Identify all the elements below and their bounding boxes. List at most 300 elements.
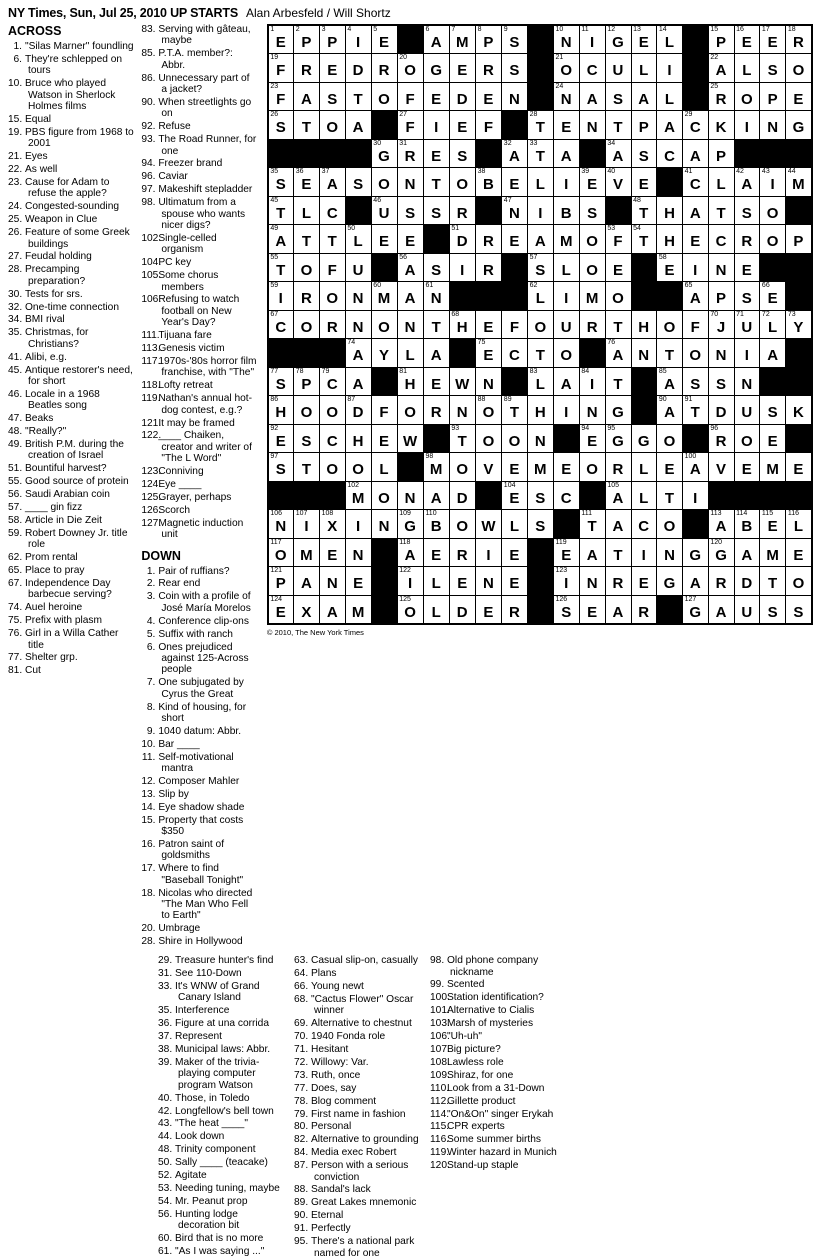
grid-cell[interactable] [708, 538, 734, 567]
grid-cell[interactable] [476, 111, 502, 140]
grid-cell[interactable] [708, 339, 734, 368]
grid-cell[interactable] [423, 567, 449, 596]
clue-item[interactable]: 112.Gillette product [430, 1095, 516, 1107]
clue-item[interactable]: 119.Nathan's annual hot-dog contest, e.g.? [141, 393, 253, 416]
grid-cell[interactable] [553, 538, 579, 567]
grid-cell[interactable] [760, 82, 786, 111]
grid-cell[interactable] [528, 168, 554, 197]
clue-item[interactable]: 8. Kind of housing, for short [141, 702, 257, 725]
grid-cell[interactable] [734, 510, 760, 539]
grid-cell[interactable] [502, 82, 528, 111]
clue-item[interactable]: 16. Patron saint of goldsmiths [141, 839, 225, 862]
grid-cell[interactable] [708, 139, 734, 168]
clue-item[interactable]: 114."On&On" singer Erykah [430, 1108, 554, 1120]
grid-cell[interactable] [397, 595, 423, 624]
clue-item[interactable]: 50. Sally ____ (teacake) [158, 1157, 268, 1169]
grid-cell[interactable] [449, 367, 475, 396]
clue-item[interactable]: 116.Some summer births [430, 1134, 541, 1146]
grid-cell[interactable] [345, 54, 371, 83]
grid-cell[interactable] [734, 82, 760, 111]
clue-item[interactable]: 24. Congested-sounding [8, 201, 120, 213]
grid-cell[interactable] [605, 538, 631, 567]
grid-cell[interactable] [476, 225, 502, 254]
clue-item[interactable]: 10. Bruce who played Watson in Sherlock Holmes films [8, 78, 116, 113]
grid-cell[interactable] [605, 310, 631, 339]
clue-item[interactable]: 18. Nicolas who directed "The Man Who Fell to Earth" [141, 887, 253, 922]
grid-cell[interactable] [345, 595, 371, 624]
grid-cell[interactable] [449, 510, 475, 539]
grid-cell[interactable] [423, 538, 449, 567]
grid-cell[interactable] [320, 510, 346, 539]
grid-cell[interactable] [423, 139, 449, 168]
grid-cell[interactable] [345, 481, 371, 510]
grid-cell[interactable] [786, 453, 812, 482]
clue-item[interactable]: 64. Plans [294, 968, 337, 980]
clue-item[interactable]: 52. Agitate [158, 1170, 207, 1182]
grid-cell[interactable] [708, 453, 734, 482]
grid-cell[interactable] [268, 367, 294, 396]
grid-cell[interactable] [397, 282, 423, 311]
grid-cell[interactable] [423, 25, 449, 54]
grid-cell[interactable] [605, 367, 631, 396]
grid-cell[interactable] [294, 453, 320, 482]
grid-cell[interactable] [294, 168, 320, 197]
grid-cell[interactable] [397, 111, 423, 140]
grid-cell[interactable] [294, 310, 320, 339]
clue-item[interactable]: 1. Pair of ruffians? [141, 566, 257, 577]
grid-cell[interactable] [502, 310, 528, 339]
grid-cell[interactable] [320, 367, 346, 396]
grid-cell[interactable] [734, 253, 760, 282]
grid-cell[interactable] [734, 595, 760, 624]
grid-cell[interactable] [397, 225, 423, 254]
grid-cell[interactable] [423, 310, 449, 339]
grid-cell[interactable] [734, 282, 760, 311]
grid-cell[interactable] [579, 424, 605, 453]
clue-item[interactable]: 19. PBS figure from 1968 to 2001 [8, 126, 134, 150]
grid-cell[interactable] [605, 225, 631, 254]
grid-cell[interactable] [423, 253, 449, 282]
grid-cell[interactable] [476, 367, 502, 396]
grid-cell[interactable] [760, 168, 786, 197]
grid-cell[interactable] [553, 139, 579, 168]
grid-cell[interactable] [476, 253, 502, 282]
clue-item[interactable]: 26. Feature of some Greek buildings [8, 227, 130, 250]
grid-cell[interactable] [371, 282, 397, 311]
grid-cell[interactable] [760, 595, 786, 624]
grid-cell[interactable] [476, 538, 502, 567]
clue-item[interactable]: 78. Blog comment [294, 1095, 377, 1107]
grid-cell[interactable] [371, 510, 397, 539]
grid-cell[interactable] [294, 225, 320, 254]
grid-cell[interactable] [734, 168, 760, 197]
grid-cell[interactable] [528, 225, 554, 254]
grid-cell[interactable] [449, 225, 475, 254]
clue-item[interactable]: 117.1970s-'80s horror film franchise, with "The" [141, 355, 257, 379]
clue-item[interactable]: 53. Needing tuning, maybe [158, 1182, 280, 1194]
grid-cell[interactable] [657, 111, 683, 140]
clue-item[interactable]: 98. Ultimatum from a spouse who wants nicer digs? [141, 197, 246, 231]
clue-item[interactable]: 17. Where to find "Baseball Tonight" [141, 863, 244, 886]
grid-cell[interactable] [449, 196, 475, 225]
clue-item[interactable]: 122.____ Chaiken, creator and writer of "The L Word" [141, 430, 252, 465]
grid-cell[interactable] [268, 424, 294, 453]
clue-item[interactable]: 15. Equal [8, 113, 52, 125]
grid-cell[interactable] [371, 310, 397, 339]
grid-cell[interactable] [657, 225, 683, 254]
grid-cell[interactable] [268, 282, 294, 311]
clue-item[interactable]: 105.Some chorus members [141, 270, 219, 293]
grid-cell[interactable] [397, 367, 423, 396]
grid-cell[interactable] [760, 225, 786, 254]
grid-cell[interactable] [683, 339, 709, 368]
grid-cell[interactable] [760, 282, 786, 311]
grid-cell[interactable] [294, 25, 320, 54]
grid-cell[interactable] [397, 339, 423, 368]
grid-cell[interactable] [605, 424, 631, 453]
grid-cell[interactable] [528, 310, 554, 339]
grid-cell[interactable] [605, 339, 631, 368]
clue-item[interactable]: 51. Bountiful harvest? [8, 463, 107, 475]
grid-cell[interactable] [657, 82, 683, 111]
grid-cell[interactable] [708, 25, 734, 54]
grid-cell[interactable] [371, 168, 397, 197]
clue-item[interactable]: 126.Scorch [141, 504, 191, 516]
clue-item[interactable]: 93. The Road Runner, for one [141, 134, 257, 157]
grid-cell[interactable] [657, 139, 683, 168]
grid-cell[interactable] [708, 367, 734, 396]
grid-cell[interactable] [476, 424, 502, 453]
grid-cell[interactable] [657, 396, 683, 425]
grid-cell[interactable] [371, 82, 397, 111]
grid-cell[interactable] [708, 54, 734, 83]
grid-cell[interactable] [449, 253, 475, 282]
clue-item[interactable]: 91. Perfectly [294, 1223, 351, 1235]
clue-item[interactable]: 123.Conniving [141, 466, 204, 478]
grid-cell[interactable] [579, 196, 605, 225]
grid-cell[interactable] [320, 111, 346, 140]
grid-cell[interactable] [502, 196, 528, 225]
grid-cell[interactable] [579, 453, 605, 482]
grid-cell[interactable] [786, 54, 812, 83]
grid-cell[interactable] [683, 225, 709, 254]
clue-item[interactable]: 90. When streetlights go on [141, 96, 252, 120]
grid-cell[interactable] [449, 453, 475, 482]
grid-cell[interactable] [397, 82, 423, 111]
grid-cell[interactable] [579, 168, 605, 197]
grid-cell[interactable] [371, 396, 397, 425]
grid-cell[interactable] [320, 396, 346, 425]
grid-cell[interactable] [320, 196, 346, 225]
grid-cell[interactable] [605, 481, 631, 510]
clue-item[interactable]: 104.PC key [141, 257, 192, 269]
grid-cell[interactable] [708, 567, 734, 596]
grid-cell[interactable] [423, 54, 449, 83]
clue-item[interactable]: 31. See 110-Down [158, 968, 242, 980]
grid-cell[interactable] [579, 111, 605, 140]
grid-cell[interactable] [786, 595, 812, 624]
grid-cell[interactable] [734, 367, 760, 396]
grid-cell[interactable] [605, 111, 631, 140]
grid-cell[interactable] [268, 538, 294, 567]
grid-cell[interactable] [320, 453, 346, 482]
grid-cell[interactable] [371, 25, 397, 54]
clue-item[interactable]: 89. Great Lakes mnemonic [294, 1197, 417, 1209]
grid-cell[interactable] [734, 310, 760, 339]
grid-cell[interactable] [683, 310, 709, 339]
grid-cell[interactable] [708, 396, 734, 425]
grid-cell[interactable] [268, 595, 294, 624]
clue-item[interactable]: 72. Willowy: Var. [294, 1056, 369, 1068]
clue-item[interactable]: 7. One subjugated by Cyrus the Great [141, 677, 257, 700]
grid-cell[interactable] [657, 510, 683, 539]
clue-item[interactable]: 84. Media exec Robert [294, 1147, 397, 1159]
grid-cell[interactable] [631, 538, 657, 567]
grid-cell[interactable] [683, 111, 709, 140]
grid-cell[interactable] [553, 339, 579, 368]
grid-cell[interactable] [423, 481, 449, 510]
grid-cell[interactable] [553, 25, 579, 54]
grid-cell[interactable] [423, 168, 449, 197]
grid-cell[interactable] [397, 510, 423, 539]
grid-cell[interactable] [528, 339, 554, 368]
grid-cell[interactable] [657, 481, 683, 510]
clue-item[interactable]: 121.It may be framed [141, 417, 235, 429]
grid-cell[interactable] [502, 225, 528, 254]
grid-cell[interactable] [502, 567, 528, 596]
grid-cell[interactable] [320, 82, 346, 111]
crossword-grid[interactable] [267, 24, 813, 625]
grid-cell[interactable] [320, 424, 346, 453]
clue-item[interactable]: 5. Suffix with ranch [141, 629, 257, 640]
grid-cell[interactable] [579, 396, 605, 425]
grid-cell[interactable] [683, 367, 709, 396]
grid-cell[interactable] [579, 538, 605, 567]
clue-item[interactable]: 88. Sandal's lack [294, 1184, 371, 1196]
grid-cell[interactable] [345, 367, 371, 396]
grid-cell[interactable] [345, 510, 371, 539]
grid-cell[interactable] [760, 339, 786, 368]
clue-item[interactable]: 70. 1940 Fonda role [294, 1031, 386, 1043]
grid-cell[interactable] [476, 82, 502, 111]
clue-item[interactable]: 29. Treasure hunter's find [158, 955, 274, 967]
grid-cell[interactable] [449, 111, 475, 140]
grid-cell[interactable] [657, 54, 683, 83]
grid-cell[interactable] [294, 111, 320, 140]
clue-item[interactable]: 56. Hunting lodge decoration bit [158, 1208, 240, 1232]
grid-cell[interactable] [708, 225, 734, 254]
clue-item[interactable]: 28. Shire in Hollywood [141, 936, 243, 948]
clue-item[interactable]: 35. Interference [158, 1005, 230, 1017]
clue-item[interactable]: 3. Coin with a profile of José María Morelos [141, 591, 257, 614]
grid-cell[interactable] [476, 595, 502, 624]
grid-cell[interactable] [553, 253, 579, 282]
clue-item[interactable]: 9. 1040 datum: Abbr. [141, 726, 257, 737]
clue-item[interactable]: 118.Lofty retreat [141, 380, 213, 392]
grid-cell[interactable] [708, 310, 734, 339]
clue-item[interactable]: 69. Alternative to chestnut [294, 1018, 412, 1030]
grid-cell[interactable] [502, 54, 528, 83]
grid-cell[interactable] [371, 139, 397, 168]
clue-item[interactable]: 85. P.T.A. member?: Abbr. [141, 48, 233, 71]
grid-cell[interactable] [449, 25, 475, 54]
grid-cell[interactable] [502, 510, 528, 539]
grid-cell[interactable] [708, 111, 734, 140]
grid-cell[interactable] [657, 453, 683, 482]
grid-cell[interactable] [631, 339, 657, 368]
grid-cell[interactable] [476, 310, 502, 339]
grid-cell[interactable] [294, 196, 320, 225]
clue-item[interactable]: 80. Personal [294, 1121, 352, 1133]
grid-cell[interactable] [528, 253, 554, 282]
grid-cell[interactable] [345, 538, 371, 567]
clue-item[interactable]: 60. Bird that is no more [158, 1233, 264, 1245]
grid-cell[interactable] [268, 54, 294, 83]
clue-item[interactable]: 57. ____ gin fizz [8, 502, 83, 514]
clue-item[interactable]: 94. Freezer brand [141, 158, 223, 170]
grid-cell[interactable] [683, 196, 709, 225]
grid-cell[interactable] [423, 453, 449, 482]
grid-cell[interactable] [683, 481, 709, 510]
clue-item[interactable]: 10. Bar ____ [141, 738, 200, 750]
grid-cell[interactable] [449, 82, 475, 111]
grid-cell[interactable] [553, 111, 579, 140]
grid-cell[interactable] [294, 567, 320, 596]
grid-cell[interactable] [320, 54, 346, 83]
grid-cell[interactable] [553, 396, 579, 425]
grid-cell[interactable] [786, 225, 812, 254]
clue-item[interactable]: 38. Municipal laws: Abbr. [158, 1044, 271, 1055]
grid-cell[interactable] [734, 54, 760, 83]
clue-item[interactable]: 81. Cut [8, 665, 41, 677]
grid-cell[interactable] [683, 453, 709, 482]
grid-cell[interactable] [683, 139, 709, 168]
grid-cell[interactable] [579, 82, 605, 111]
clue-item[interactable]: 55. Good source of protein [8, 476, 129, 488]
grid-cell[interactable] [476, 54, 502, 83]
grid-cell[interactable] [502, 453, 528, 482]
grid-cell[interactable] [397, 396, 423, 425]
grid-cell[interactable] [734, 196, 760, 225]
grid-cell[interactable] [268, 453, 294, 482]
grid-cell[interactable] [631, 424, 657, 453]
grid-cell[interactable] [294, 54, 320, 83]
grid-cell[interactable] [579, 510, 605, 539]
clue-item[interactable]: 62. Prom rental [8, 552, 78, 564]
clue-item[interactable]: 13. Slip by [141, 788, 189, 800]
grid-cell[interactable] [345, 225, 371, 254]
clue-item[interactable]: 113.Genesis victim [141, 343, 225, 355]
grid-cell[interactable] [786, 111, 812, 140]
clue-item[interactable]: 36. Figure at una corrida [158, 1018, 270, 1030]
grid-cell[interactable] [553, 567, 579, 596]
clue-item[interactable]: 46. Locale in a 1968 Beatles song [8, 388, 100, 412]
grid-cell[interactable] [734, 453, 760, 482]
grid-cell[interactable] [371, 225, 397, 254]
grid-cell[interactable] [502, 595, 528, 624]
grid-cell[interactable] [371, 453, 397, 482]
grid-cell[interactable] [268, 396, 294, 425]
grid-cell[interactable] [683, 538, 709, 567]
grid-cell[interactable] [476, 339, 502, 368]
grid-cell[interactable] [605, 168, 631, 197]
grid-cell[interactable] [605, 282, 631, 311]
grid-cell[interactable] [476, 168, 502, 197]
grid-cell[interactable] [631, 225, 657, 254]
grid-cell[interactable] [631, 481, 657, 510]
grid-cell[interactable] [449, 139, 475, 168]
grid-cell[interactable] [605, 139, 631, 168]
grid-cell[interactable] [760, 310, 786, 339]
grid-cell[interactable] [631, 196, 657, 225]
clue-item[interactable]: 30. Tests for srs. [8, 288, 83, 300]
clue-item[interactable]: 102.Single-celled organism [141, 232, 217, 256]
grid-cell[interactable] [605, 396, 631, 425]
grid-cell[interactable] [449, 567, 475, 596]
grid-cell[interactable] [734, 111, 760, 140]
grid-cell[interactable] [760, 25, 786, 54]
grid-cell[interactable] [371, 196, 397, 225]
clue-item[interactable]: 47. Beaks [8, 413, 54, 425]
grid-cell[interactable] [345, 310, 371, 339]
clue-item[interactable]: 48. "Really?" [8, 426, 67, 438]
clue-item[interactable]: 49. British P.M. during the creation of Israel [8, 439, 124, 462]
grid-cell[interactable] [579, 367, 605, 396]
clue-item[interactable]: 15. Property that costs $350 [141, 814, 244, 838]
clue-item[interactable]: 106.Refusing to watch football on New Year's Day? [141, 294, 240, 329]
grid-cell[interactable] [760, 396, 786, 425]
clue-item[interactable]: 25. Weapon in Clue [8, 214, 98, 226]
clue-item[interactable]: 27. Feudal holding [8, 251, 92, 263]
grid-cell[interactable] [294, 538, 320, 567]
grid-cell[interactable] [449, 54, 475, 83]
grid-cell[interactable] [502, 168, 528, 197]
grid-cell[interactable] [708, 595, 734, 624]
grid-cell[interactable] [553, 54, 579, 83]
grid-cell[interactable] [760, 424, 786, 453]
clue-item[interactable]: 75. Prefix with plasm [8, 615, 102, 627]
grid-cell[interactable] [268, 168, 294, 197]
grid-cell[interactable] [579, 253, 605, 282]
grid-cell[interactable] [449, 310, 475, 339]
grid-cell[interactable] [579, 595, 605, 624]
grid-cell[interactable] [528, 111, 554, 140]
grid-cell[interactable] [502, 396, 528, 425]
grid-cell[interactable] [345, 82, 371, 111]
clue-item[interactable]: 79. First name in fashion [294, 1108, 406, 1120]
grid-cell[interactable] [320, 25, 346, 54]
grid-cell[interactable] [553, 481, 579, 510]
grid-cell[interactable] [631, 25, 657, 54]
grid-cell[interactable] [708, 168, 734, 197]
grid-cell[interactable] [734, 339, 760, 368]
grid-cell[interactable] [397, 168, 423, 197]
grid-cell[interactable] [345, 339, 371, 368]
clue-item[interactable]: 120.Stand-up staple [430, 1160, 519, 1172]
clue-item[interactable]: 2. Rear end [141, 578, 257, 589]
clue-item[interactable]: 45. Antique restorer's need, for short [8, 364, 133, 387]
clue-item[interactable]: 22. As well [8, 164, 58, 176]
grid-cell[interactable] [683, 168, 709, 197]
grid-cell[interactable] [708, 196, 734, 225]
clue-item[interactable]: 98. Old phone company nickname [430, 955, 539, 978]
grid-cell[interactable] [528, 510, 554, 539]
clue-item[interactable]: 110.Look from a 31-Down [430, 1082, 545, 1094]
clue-item[interactable]: 63. Casual slip-on, casually [294, 955, 419, 967]
clue-item[interactable]: 108.Lawless role [430, 1056, 504, 1068]
grid-cell[interactable] [553, 82, 579, 111]
grid-cell[interactable] [268, 111, 294, 140]
